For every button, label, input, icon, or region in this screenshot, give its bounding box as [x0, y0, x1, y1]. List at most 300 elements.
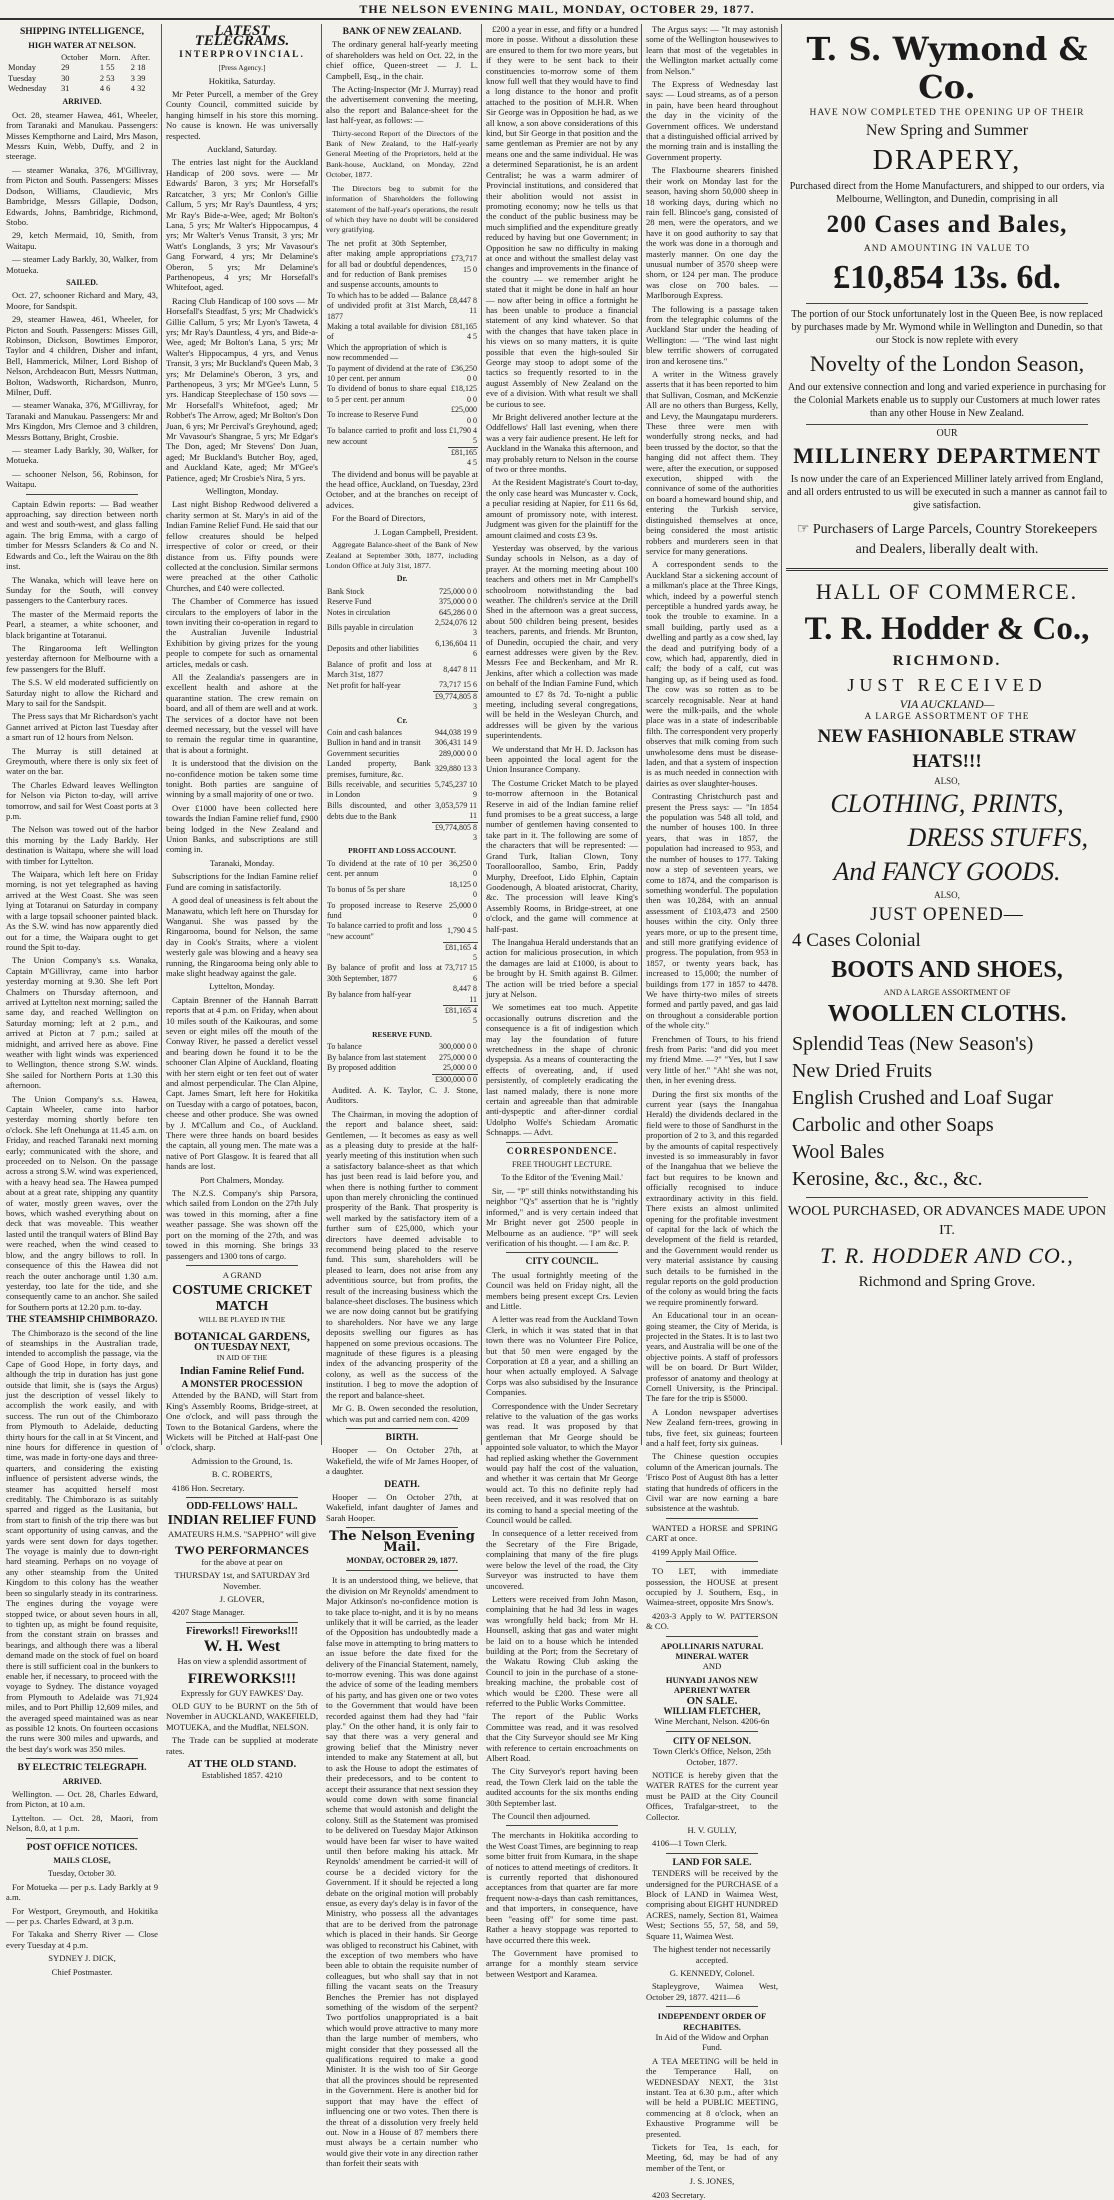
- paragraph: Subscriptions for the Indian Famine relief Fund are coming in satisfactorily.: [166, 871, 318, 892]
- paragraph: At the Resident Magistrate's Court to-day, the only case heard was Muncaster v. Cock, a peculiar residing at Napier, for £11 6s 6d, amount of promissory note, with interest. Judgment was given for the plaintiff for the amount claimed and costs £3 9s.: [486, 477, 638, 540]
- table-row: [326, 322, 478, 343]
- tide-cell: 2 53: [99, 73, 115, 83]
- table-row: [326, 738, 478, 748]
- dateline: Port Chalmers, Monday.: [200, 1174, 284, 1185]
- ad-text: In Aid of the Widow and Orphan Fund.: [655, 2031, 769, 2053]
- ad-text: for the above at pear on: [201, 1556, 283, 1567]
- divider: [666, 1731, 758, 1732]
- divider: [666, 1853, 758, 1854]
- paragraph: For Westport, Greymouth, and Hokitika — per p.s. Charles Edward, at 3 p.m.: [6, 1905, 158, 1927]
- ad-text: AND: [702, 1661, 722, 1672]
- ad-line: ☞ Purchasers of Large Parcels, Country Storekeepers and Dealers, liberally dealt with.: [796, 522, 1098, 558]
- section-heading: LATEST TELEGRAMS.: [194, 23, 290, 50]
- paragraph: Captain Edwin reports: — Bad weather approaching, say direction between north and west and south-west, and glass falling again. The brig Emma, with a cargo of timber for Messrs Sclanders & Co and N. Edwards and Co., left the Wairau on the 8th inst.: [6, 498, 158, 572]
- table-total: £9,774,805 8 3: [433, 691, 478, 712]
- paragraph: The Union Company's s.s. Wanaka, Captain M'Gillivray, came into harbor yesterday morning at 9.30. She left Port Chalmers on Thursday afternoon, and arrived at Lyttelton next morning; sailed the same day, and reached Wellington on Saturday morning; left at 2 p.m., and arrived at Picton at 7 p.m.; sailed at midnight, and arrived here as above. Fine weather with light winds was experienced to Wellington, thence strong S.W. winds. She sailed for Northern Ports at 1.30 this afternoon.: [6, 955, 158, 1091]
- ad-headline: INDEPENDENT ORDER OF RECHABITES.: [657, 2011, 767, 2032]
- signature-title: Chief Postmaster.: [51, 1966, 113, 1977]
- ad-text: Attended by the BAND, will Start from King's Assembly Rooms, Bridge-street, at One o'clock, and will pass through the Town to the Botanical Gardens, where the Wickets will be Pitched at Half-past One o'clock, sharp.: [166, 1390, 318, 1453]
- report-table: [326, 239, 478, 469]
- section-subheading: HIGH WATER AT NELSON.: [28, 40, 136, 51]
- ad-signature-title: 4207 Stage Manager.: [172, 1607, 245, 1618]
- table-total: £81,165 4 5: [445, 942, 477, 963]
- table-cell: 645,286 0 0: [439, 607, 477, 617]
- ad-text: AMATEURS H.M.S. "SAPPHO" will give: [167, 1529, 317, 1540]
- ad-line: VIA AUCKLAND—: [899, 697, 995, 712]
- table-cell: £1,790 4 5: [449, 426, 477, 446]
- ad-text: A GRAND: [222, 1269, 262, 1280]
- paragraph: Mr Peter Purcell, a member of the Grey County Council, committed suicide by hanging himself in his store this morning. No cause is known. He was universally respected.: [166, 89, 318, 141]
- ad-text: Town Clerk's Office, Nelson, 25th October, 1877.: [653, 1746, 771, 1767]
- table-row: [326, 587, 478, 597]
- ad-line: The portion of our Stock unfortunately lost in the Queen Bee, is now replaced by purchases made by Mr. Wymond while in Wellington and Dunedin, so that our Stock is now replete with every: [791, 308, 1103, 346]
- tide-row: [6, 63, 158, 73]
- table-cell: To proposed increase to Reserve fund: [327, 900, 443, 920]
- paragraph: A writer in the Witness gravely asserts that it has been reported to him that Sullivan, Cosman, and McKenzie All are no others than Burgess, Kelly, and Levy, the Maungatapu murderers. These three were men with wonderfully strong necks, and had been trussed by the doctor, so that the hanging did not affect them. They were, after the execution, or supposed execution, shipped with the connivance of some of the authorities on board a homeward bound ship, and entering the Turkish service, distinguished themselves at once, being considered the most artistic robbers and murderers seen in that service for many generations.: [646, 369, 778, 556]
- ad-signature-title: 4106—1 Town Clerk.: [652, 1838, 727, 1849]
- tide-header-cell: Morn.: [99, 52, 121, 62]
- section-subheading: INTERPROVINCIAL.: [179, 49, 305, 60]
- balance-sheet-cr: [326, 728, 478, 843]
- ad-line: ALSO,: [934, 890, 960, 901]
- dateline: Auckland, Saturday.: [207, 144, 277, 155]
- table-cell: By balance from half-year: [327, 989, 412, 999]
- ad-line: And FANCY GOODS.: [833, 857, 1061, 887]
- ad-text: Wine Merchant, Nelson. 4206-6n: [654, 1716, 770, 1727]
- tide-cell: 4 32: [130, 84, 146, 94]
- table-cell: £81,165 4 5: [451, 321, 477, 342]
- table-cell: 2,524,076 12 3: [435, 617, 477, 638]
- ad-signature-title: 4203 Secretary.: [652, 2189, 706, 2200]
- divider: [346, 1428, 458, 1429]
- ad-line: JUST OPENED—: [870, 903, 1024, 925]
- table-cell: By balance from last statement: [327, 1052, 427, 1062]
- column-advertisements: [786, 24, 1108, 1445]
- ad-line: A LARGE ASSORTMENT OF THE: [864, 711, 1030, 722]
- classified-ad-ref: 4203-3 Apply to W. PATTERSON & CO.: [646, 1610, 778, 1632]
- table-cell: Which the appropriation of which is now recommended —: [327, 342, 447, 363]
- paragraph: The master of the Mermaid reports the Pearl, a steamer, a white schooner, and black brigantine at Totaranui.: [6, 608, 158, 640]
- paragraph: Racing Club Handicap of 100 sovs — Mr Horsefall's Steadfast, 5 yrs; Mr Chadwick's Gillie Callum, 5 yrs; Mr Lyon's Taweta, 4 yrs; Mr Ray's Dauntless, 4 yrs, and Bide-a-Wee, aged; Mr Bolton's Lana, 5 yrs; Mr Walter's Hippocampus, 4 yrs, and Venus Transit, 3 yrs; Mr Buckland's Queen Mab, 3 yrs; Mr Delamine's Oberon, 3 yrs, and Parthenopeus, 3 yrs; Mr M'Gee's Lunn, 5 yrs. Handicap Steeplechase of 150 sovs — Mr Horsefall's Whitefoot, aged; Mr Robbet's The Arrow, aged; Mr Bolton's Don Juan, 6 yrs; Mr Percival's Greyhound, aged; Mr Vavasour's Shangrae, 5 yrs; Mr Edgar's The Don, aged; Mr Stevens' Don Juan, aged; Mr Buckland's Butcher Boy, aged, and Auckland Kate, aged; Mr M'Gee's Patience, aged; Mr Crosbie's Nira, 5 yrs.: [166, 295, 318, 483]
- ad-line: HALL OF COMMERCE.: [815, 579, 1079, 605]
- ad-headline: ON SALE.: [686, 1694, 738, 1707]
- section-heading: BIRTH.: [385, 1432, 419, 1443]
- table-label: Cr.: [396, 715, 408, 725]
- ad-line: Purchased direct from the Home Manufacturers, and shipped to our orders, via Melbourne, Wellington, and Dunedin, comprising in all: [789, 181, 1105, 206]
- paragraph: A correspondent sends to the Auckland Star a sickening account of a milkman's place at the Three Kings, which, indeed by a powerful stench perceptible a hundred yards away, he took the trouble to examine. In a small building, partly used as a dwelling and partly as a cow shed, lay the dead and putrifying body of a cow, which had, apparently, died in calf; the body of a calf, cut was hanging up, as if being used as food. The cow was so rotten as to be scarcely recognisable. Near at hand were the milk-pails, and the whole place was in a state of indescribable filth. The correspondent very properly observes that milk coming from such unwholesome dens must be disease-laden, and that a system of inspection is as much needed in connection with dairies as over slaughter-houses.: [646, 559, 778, 788]
- signature: J. Logan Campbell, President.: [374, 526, 478, 537]
- dateline: MONDAY, OCTOBER 29, 1877.: [346, 1555, 458, 1565]
- ad-text: The highest tender not necessarily accepted.: [653, 1944, 771, 1965]
- paragraph: Captain Brenner of the Hannah Barratt reports that at 4 p.m. on Friday, when about 10 miles south of the Kaikouras, and some seven or eight miles off the mouth of the Conway River, he passed a derelict vessel and bearing down he found it to be the schooner Clan Alpine of Auckland, floating with her stern eight or ten feet out of water and almost perpendicular. The Clan Alpine, Capt. James Smart, left here for Hokitika on Tuesday with a cargo of potatoes, bacon, cheese and other produce. She was owned by J. M'Callum and Co., of Auckland. There were three hands on board besides the captain, all young men. The mate was a native of Port Glasgow. It is feared that all hands are lost.: [166, 994, 318, 1172]
- paragraph: During the first six months of the current year (says the Inangahua Herald) the dividends declared in the field were to those of Sandhurst in the proportion of 2 to 3, and this regarded by the amounts of capital respectively invested is so immeasurably in favor of the Inangahua that we believe the fact but requires to be known and officially recognised to induce extraordinary activity in this field. There exists an almost unlimited opening for the profitable investment of capital for the lack of which the development of the field is retarded, and the Government would render us very material assistance by causing such details to be furnished in the regular reports on the gold production of the colony as would bring the facts we require prominently forward.: [646, 1088, 778, 1307]
- paragraph: A good deal of uneasiness is felt about the Manawatu, which left here on Thursday for Wanganui. She was passed by the Ringarooma, bound for Nelson, the same day in Cook's Straits, where a violent westerly gale was blowing and a heavy sea running, the Ringarooma being only able to make slight headway against the gale.: [166, 895, 318, 978]
- table-cell: 25,000 0 0: [443, 1063, 477, 1073]
- paragraph: The Wanaka, which will leave here on Sunday for the South, will convey passengers to the Canterbury races.: [6, 574, 158, 606]
- paragraph: The usual fortnightly meeting of the Council was held on Friday night, all the members being present except Crs. Levien and Little.: [486, 1269, 638, 1311]
- section-heading: POST OFFICE NOTICES.: [26, 1842, 138, 1853]
- paragraph: We sometimes eat too much. Appetite occasionally outruns discretion and the consequence is a fit of indigestion which may lay the foundation of future wretchedness in the shape of chronic dyspepsia. As a means of counteracting the effects of overeating, and, if used persistently, of completely eradicating the last named malady, there is none more certain and agreeable than that admirable anti-dyspeptic and after-dinner cordial Udolpho Wolfe's Schiedam Aromatic Schnapps. — Advt.: [486, 1002, 638, 1138]
- table-cell: By balance of profit and loss at 30th September, 1877: [327, 963, 443, 983]
- ad-line: New Spring and Summer: [865, 122, 1029, 140]
- table-cell: Landed property, Bank premises, furniture, &c.: [327, 759, 431, 779]
- table-row: [326, 859, 478, 880]
- tide-cell: 30: [61, 73, 70, 83]
- table-cell: £18,125 0 0: [451, 384, 477, 404]
- sailed-heading: SAILED.: [66, 277, 98, 287]
- paragraph: Aggregate Balance-sheet of the Bank of New Zealand at September 30th, 1877, including London Office at July 31st, 1877.: [326, 540, 478, 570]
- section-heading: DEATH.: [384, 1479, 420, 1490]
- table-cell: Reserve Fund: [327, 597, 372, 607]
- tide-table: [6, 53, 158, 95]
- table-cell: 944,038 19 9: [435, 728, 477, 737]
- table-cell: To balance carried to profit and loss new account: [327, 426, 447, 446]
- paragraph: The Union Company's s.s. Hawea, Captain Wheeler, came into harbor yesterday morning shortly before ten o'clock. She left Onehunga at 11.45 a.m. on Friday, and reached Taranaki next morning early; communicated with the shore, and proceeded on to Nelson. On the passage across a strong S.W. wind was experienced, with a heavy head sea. The Hawea pumped about at a great rate, shipping any quantity of water, mostly green waves, over the bows, which washed everything about on deck that was moveable. This weather lasted until the tranquil waters of Blind Bay were reached, when the wind ceased to blow, and the angry billows to roll. In consequence of this the Hawea did not reach the outer anchorage until 1.30 a.m. yesterday, too late for the tide, and she consequently came to an anchor. She sailed for Southern ports at 12.20 p.m. to-day.: [6, 1093, 158, 1312]
- table-row: [326, 608, 478, 618]
- ad-line: BOOTS AND SHOES,: [831, 956, 1063, 983]
- table-row: [326, 239, 478, 291]
- divider: [806, 1197, 1088, 1198]
- table-label: PROFIT AND LOSS ACCOUNT.: [348, 846, 456, 856]
- column-bank: [326, 24, 478, 2169]
- table-row: [326, 1053, 478, 1063]
- table-cell: 329,880 13 3: [435, 764, 477, 774]
- table-cell: 300,000 0 0: [439, 1042, 477, 1052]
- ad-headline: BOTANICAL GARDENS,: [174, 1328, 310, 1343]
- divider: [806, 303, 1088, 304]
- table-row: [326, 759, 478, 780]
- ad-line: JUST RECEIVED: [847, 675, 1047, 696]
- section-heading: SHIPPING INTELLIGENCE,: [19, 27, 145, 37]
- table-cell: To balance: [327, 1042, 362, 1052]
- ad-text: Has on view a splendid assortment of: [177, 1656, 307, 1667]
- divider: [26, 1758, 138, 1759]
- ad-line: Wool Bales: [792, 1141, 885, 1164]
- reserve-fund-table: [326, 1042, 478, 1085]
- paragraph: The Ringarooma left Wellington yesterday afternoon for Melbourne with a few passengers for the Bluff.: [6, 642, 158, 674]
- ad-line: ALSO,: [934, 776, 960, 787]
- ad-headline: HUNYADI JANOS NEW APERIENT WATER: [665, 1674, 759, 1696]
- ad-text: A TEA MEETING will be held in the Temperance Hall, on WEDNESDAY NEXT, the 31st instant. Tea at 6.30 p.m., after which will be held a PUBLIC MEETING, commencing at 8 o'clock, when an Exhaustive Programme will be presented.: [646, 2055, 778, 2139]
- newspaper-flag: The Nelson Evening Mail.: [329, 1529, 475, 1555]
- table-total: £81,165 4 5: [448, 447, 478, 468]
- paragraph: — steamer Lady Barkly, 30, Walker, for Motueka.: [6, 445, 158, 466]
- table-cell: To balance carried to profit and loss "new account": [327, 921, 443, 941]
- paragraph: The Directors beg to submit for the information of Shareholders the following statement of the half-year's operations, the result of which they have no doubt will be considered very gratifying.: [326, 183, 478, 235]
- ad-headline: TWO PERFORMANCES: [175, 1542, 309, 1557]
- table-label: Dr.: [396, 574, 408, 584]
- column-rule: [161, 24, 162, 1445]
- table-cell: To payment of dividend at the rate of 10 per cent. per annum: [327, 363, 447, 383]
- paragraph: The Government have promised to arrange for a monthly steam service between Westport and Karamea.: [486, 1947, 638, 1979]
- table-row: [326, 597, 478, 607]
- ad-text: The Trade can be supplied at moderate rates.: [166, 1735, 318, 1756]
- paragraph: The dividend and bonus will be payable at the head office, Auckland, on Tuesday, 23rd October, and at the branches on receipt of advices.: [326, 468, 478, 510]
- paragraph: — steamer Wanaka, 376, M'Gillivray, from Picton and South. Passengers: Misses Dodson, Williams, Claudievic, Mrs Bambridge, Messrs Gillapie, Dodson, Edwards, Johns, Bambridge, Richmond, Stobo.: [6, 164, 158, 227]
- paragraph: Contrasting Christchurch past and present the Press says: — "In 1854 the population was 548 all told, and the number of houses 100. In three years, that was in 1857, the population had increased to 953, and the number of houses to 177. Taking now a step of seventeen years, we come to 1874, and the comparison is something wonderful. The population then was 10,284, with an annual assessment of £103,473 and 2500 houses within the city. Only three years more, or up to the present time, and still more gratifying evidence of progress. The population, from 953 in 1857, or twenty years back, has increased to 15,000; the number of buildings from 177 in 1857 to 4478. We have thirty-two miles of streets formed and partly paved, and gas laid on throughout a considerable portion of the whole city.": [646, 791, 778, 1031]
- ad-text: NOTICE is hereby given that the WATER RATES for the current year must be PAID at the City Council Offices, Trafalgar-street, to the Collector.: [646, 1770, 778, 1822]
- table-row: [326, 984, 478, 1005]
- section-heading: THE STEAMSHIP CHIMBORAZO.: [6, 1315, 158, 1326]
- divider: [506, 1825, 618, 1826]
- ad-line: Splendid Teas (New Season's): [792, 1033, 1034, 1056]
- column-rule: [481, 24, 482, 1445]
- table-cell: Making a total available for division of: [327, 321, 447, 342]
- table-row: [326, 291, 478, 322]
- paragraph: The merchants in Hokitika according to the West Coast Times, are beginning to reap some bitter fruit from Kumara, in the shape of notices to attend meetings of creditors. It is currently reported that dishonoured acceptances from that quarter are far more frequent now-a-days than cash remittances, and that importers, in consequence, have been "easing off" for some time past. Rather a heavy stoppage was reported to have occurred there this week.: [486, 1830, 638, 1945]
- table-cell: Bills payable in circulation: [327, 623, 414, 633]
- table-cell: 275,000 0 0: [439, 1052, 477, 1062]
- ad-line: Kerosine, &c., &c., &c.: [792, 1168, 983, 1191]
- table-cell: Net profit for half-year: [327, 680, 401, 690]
- table-cell: 18,125 0 0: [449, 879, 477, 900]
- paragraph: The City Surveyor's report having been read, the Town Clerk laid on the table the audited accounts for the six months ending 30th September last.: [486, 1766, 638, 1808]
- table-row: [326, 680, 478, 691]
- table-total-row: [326, 1074, 478, 1085]
- ad-headline: CITY OF NELSON.: [672, 1735, 752, 1746]
- classified-ad: WANTED a HORSE and SPRING CART at once.: [646, 1522, 778, 1544]
- table-row: [326, 384, 478, 405]
- table-cell: By proposed addition: [327, 1063, 396, 1073]
- paragraph: For the Board of Directors,: [332, 513, 426, 524]
- paragraph: In consequence of a letter received from the Secretary of the Fire Brigade, complaining that many of the fire plugs were below the level of the road, the City Surveyor was instructed to have them uncovered.: [486, 1528, 638, 1591]
- table-cell: 73,717 15 6: [445, 963, 477, 983]
- paragraph: Wellington. — Oct. 28, Charles Edward, from Picton, at 10 a.m.: [6, 1789, 158, 1810]
- paragraph: We understand that Mr H. D. Jackson has been appointed the local agent for the Union Insurance Company.: [486, 743, 638, 775]
- divider: [506, 1142, 618, 1143]
- divider: [506, 1252, 618, 1253]
- letter-salutation: To the Editor of the 'Evening Mail.': [501, 1172, 623, 1183]
- tide-header-cell: October: [61, 52, 89, 62]
- paragraph: Sir, — "P" still thinks notwithstanding his neighbor "Q's" assertion that he is "rightly informed," and is very certain indeed that Mr Bright never got 2500 people in Melbourne as an audience. "P" will seek verification of his thought. — I am &c. P.: [486, 1185, 638, 1248]
- ad-line: 200 Cases and Bales,: [826, 211, 1068, 239]
- dateline: Wellington, Monday.: [205, 486, 279, 497]
- ad-text: OLD GUY to be BURNT on the 5th of November in AUCKLAND, WAKEFIELD, MOTUEKA, and the Mudflat, NELSON.: [166, 1701, 318, 1732]
- paragraph: The Acting-Inspector (Mr J. Murray) read the advertisement convening the meeting, also the report and Balance-sheet for the last half-year, as follows: —: [326, 84, 478, 126]
- table-cell: To bonus of 5s per share: [327, 884, 406, 894]
- paragraph: The following is a passage taken from the telegraphic columns of the Auckland Star under the heading of Wellington: — "The wind last night blew terrific showers of corrugated iron and kerosene tins.": [646, 303, 778, 366]
- tide-row: [6, 84, 158, 94]
- editorial-paragraph: It is an understood thing, we believe, that the division on Mr Reynolds' amendment to Major Atkinson's no-confidence motion is to take place to-night, and it is by no means unlikely that it will be carried, as the leader of the Opposition has undoubtedly made a false move in attempting to bring matters to an issue before the date fixed for the delivery of the Financial Statement, namely, to-morrow evening. This was done against the advice of some of the leading members of his party, and has given one or two votes to the Government that would have been recorded against them had they had "fair play." On the other hand, it is only fair to say that there was a very general and growing belief that the Ministry never intended to make any Statement at all, but to ask the House to adopt the estimates of their predecessors, and to be content to accept their assurance that next session they would come down with some financial scheme that would astonish and delight the colony. Still as the Statement was promised to be delivered on Tuesday Major Atkinson would have been far wiser to have waited until then before making his attack. Mr Reynolds' amendment be carried-it will of course be a decided victory for the Government. If it should be rejected a long debate on the original motion will probably ensue, as every day's delay is in favor of the Ministry, who possess all the advantages that are to be derived from the patronage which is placed in their hands. Sir George was obliged to reconstruct his Cabinet, with the exception of two members who have been able to obtain the requisite number of colleagues, but who shall say that in not filling the vacant seats on the Treasury Benches the Premier has not displayed something of the wisdom of the serpent? Two portfolios unappropriated is a bait which would prove attractive to many more than the large number of members, who might consider that they possessed all the qualifications required to make a good Minister. It is the wish too of Sir George that all the provinces should be represented in the Government. Here is another bid for support that may have the effect of influencing one or two votes. Then there is the threat of a dissolution very freely held out. Now in a House of 87 members there must always be a certain number who would give their vote in any direction rather than forfeit their seats with: [326, 1575, 478, 2169]
- ad-line: RICHMOND.: [892, 653, 1002, 670]
- table-total: £300,000 0 0: [432, 1074, 478, 1085]
- ad-text: TENDERS will be received by the undersigned for the PURCHASE of a Block of LAND in Waimea West, comprising about EIGHT HUNDRED ACRES, namely, Section 81, Waimea West; Sections 55, 57, 58, and 59, Square 11, Waimea West.: [646, 1868, 778, 1941]
- ad-line: MILLINERY DEPARTMENT: [793, 443, 1101, 469]
- table-row: [326, 364, 478, 385]
- paragraph: The report of the Public Works Committee was read, and it was resolved that the City Surveyor should see Mr King with reference to certain encroachments on Albert Road.: [486, 1711, 638, 1763]
- subheading: Tuesday, October 30.: [47, 1869, 117, 1879]
- press-agency: [Press Agency.]: [218, 63, 266, 73]
- column-rule: [781, 24, 782, 1445]
- ad-headline: Fireworks!! Fireworks!!!: [186, 1625, 298, 1637]
- ad-line: OUR: [936, 427, 958, 439]
- section-heading: BY ELECTRIC TELEGRAPH.: [17, 1763, 147, 1774]
- ad-line: Is now under the care of an Experienced Milliner lately arrived from England, and all orders entrusted to us will be executed in such a manner as cannot fail to give satisfaction.: [787, 474, 1107, 512]
- ad-headline: FIREWORKS!!!: [187, 1670, 297, 1687]
- ad-line: 4 Cases Colonial: [792, 929, 921, 951]
- table-cell: Bullion in hand and in transit: [327, 738, 421, 748]
- ad-text: Established 1857. 4210: [201, 1769, 283, 1780]
- column-news: [486, 24, 639, 1979]
- ad-headline: WILLIAM FLETCHER,: [663, 1705, 761, 1716]
- paragraph: Thirty-second Report of the Directors of the Bank of New Zealand, to the Half-yearly General Meeting of the Proprietors, held at the Bank-house, Auckland, on Monday, 22nd October, 1877.: [326, 128, 478, 180]
- table-cell: 375,000 0 0: [439, 597, 477, 607]
- table-row: [326, 660, 478, 681]
- table-row: [326, 343, 478, 364]
- paragraph: 29, steamer Hawea, 461, Wheeler, for Picton and South. Passengers: Misses Gill, Robinson, Dickson, Bowtimes Emporor, Taylor and 4 children, Disher and infant, Bell, Hammerick, Milner, Lord Bishop of Nelson, Archdeacon Butt, Messrs Nuttman, Bolton, Wadsworth, Richardson, Munro, Milner, Duff.: [6, 314, 158, 397]
- table-cell: Government securities: [327, 748, 400, 758]
- column-rule: [641, 24, 642, 1445]
- ad-headline: ODD-FELLOWS' HALL.: [186, 1501, 298, 1512]
- divider: [186, 1265, 298, 1266]
- table-row: [326, 728, 478, 738]
- tide-header-cell: After.: [130, 52, 151, 62]
- ad-line: Richmond and Spring Grove.: [858, 1274, 1036, 1291]
- tide-cell: 29: [61, 63, 70, 73]
- table-cell: Bills receivable, and securities in London: [327, 780, 431, 800]
- ad-headline: COSTUME CRICKET MATCH: [172, 1283, 312, 1315]
- paragraph: Correspondence with the Under Secretary relative to the valuation of the gas works was read. It was proposed by that gentleman that Mr George should be appointed sole valuator, to which the Mayor had replied asking whether the Government would pay half the cost of the valuation, and whether it was certain that Mr George would act. To this no definite reply had been received, and it was resolved that on its coming to hand a special meeting of the Council would be called.: [486, 1400, 638, 1526]
- paragraph: — schooner Nelson, 56, Robinson, for Waitapu.: [6, 468, 158, 490]
- paragraph: Mr G. B. Owen seconded the resolution, which was put and carried nem con. 4209: [326, 1403, 478, 1424]
- paragraph: An Educational tour in an ocean-going steamer, the City of Merida, is projected in the States. It is to last two years, and Australia will be one of the objective points. A staff of professors will be on board. Dr Burt Wilder, professor of anatomy and theology at Cornell University, is the Principal. The fare for the trip is $5000.: [646, 1310, 778, 1404]
- paragraph: The S.S. W eld moderated sufficiently on Saturday night to allow the Richard and Mary to sail for the Sandspit.: [6, 677, 158, 708]
- classified-ad-ref: 4199 Apply Mail Office.: [652, 1546, 737, 1557]
- tide-cell: 2 18: [130, 63, 146, 73]
- paragraph: The Nelson was towed out of the harbor this morning by the Lady Barkly. Her destination is Waitapu, where she will load with timber for Lyttelton.: [6, 824, 158, 866]
- table-cell: 6,136,604 11 6: [435, 638, 477, 659]
- ad-signature: J. GLOVER,: [219, 1594, 265, 1605]
- paragraph: The Chamber of Commerce has issued circulars to the employers of labor in the town inviting their co-operation in regard to the Australian Juvenile Industrial Exhibition by giving prizes for the young people to compete for such as ornamental articles, medals or cash.: [166, 596, 318, 669]
- divider: [186, 1497, 298, 1498]
- table-cell: 8,447 8 11: [443, 664, 477, 674]
- tide-row: [6, 74, 158, 84]
- paragraph: The Murray is still detained at Greymouth, where there is only six feet of water on the bar.: [6, 745, 158, 777]
- tide-cell: Tuesday: [8, 73, 37, 83]
- arrived-heading: ARRIVED.: [62, 1776, 102, 1786]
- paragraph: The Argus says: — "It may astonish some of the Wellington housewives to learn that most of the vegetables in the Wellington market actually come from Nelson.": [646, 24, 778, 76]
- ad-line: WOOLLEN CLOTHS.: [827, 1001, 1067, 1028]
- table-row: [326, 963, 478, 984]
- section-subheading: FREE THOUGHT LECTURE.: [512, 1160, 612, 1170]
- divider: [346, 1527, 458, 1528]
- ad-signature-title: 4186 Hon. Secretary.: [172, 1482, 245, 1493]
- paragraph: It is understood that the division on the no-confidence motion be taken some time tonight. Both parties are sanguine of winning by a small majority of one or two.: [166, 758, 318, 800]
- tide-cell: 4 6: [99, 84, 111, 94]
- paragraph: Letters were received from John Mason, complaining that he had 3d less in wages was wrongfully held back; from Mr H. Hounsell, asking that gas and water might be laid on to a house which he intended building at the Port; from the Secretary of the Wakatu Rowing Club asking the Council to join in the purchase of a stone-breaking machine, the probable cost of which would be £200. These were all referred to the Public Works Committee.: [486, 1593, 638, 1708]
- paragraph: Over £1000 have been collected here towards the Indian Famine relief fund, £900 being lodged in the New Zealand and Union Banks, and subscriptions are still coming in.: [166, 802, 318, 855]
- ad-headline: APOLLINARIS NATURAL MINERAL WATER: [660, 1640, 764, 1661]
- ad-text: IN AID OF THE: [216, 1353, 268, 1363]
- ad-headline: AT THE OLD STAND.: [187, 1758, 297, 1771]
- section-heading: BANK OF NEW ZEALAND.: [342, 27, 462, 37]
- table-label: RESERVE FUND.: [372, 1029, 432, 1039]
- ad-line: NEW FASHIONABLE STRAW HATS!!!: [817, 726, 1077, 773]
- table-total-row: [326, 942, 478, 963]
- ad-text: Stapleygrove, Waimea West, October 29, 1877. 4211—6: [646, 1981, 778, 2002]
- ad-line: DRESS STUFFS,: [907, 823, 1088, 853]
- profit-loss-table: [326, 859, 478, 1027]
- table-cell: £25,000 0 0: [451, 405, 477, 425]
- dateline: Lyttelton, Monday.: [209, 981, 275, 992]
- table-row: [326, 426, 478, 447]
- table-cell: To dividend of bonus to share equal to 5 per cent. per annum: [327, 384, 447, 404]
- table-row: [326, 639, 478, 660]
- paragraph: The Press says that Mr Richardson's yacht Gannet arrived at Picton last Tuesday after a smart run of 12 hours from Nelson.: [6, 711, 158, 743]
- subheading: MAILS CLOSE,: [53, 1856, 111, 1866]
- divider: [666, 1561, 758, 1562]
- column-rule: [321, 24, 322, 1445]
- divider: [786, 568, 1108, 571]
- paragraph: Hooper — On October 27th, at Wakefield, infant daughter of James and Sarah Hooper.: [326, 1491, 478, 1523]
- table-row: [326, 1042, 478, 1052]
- table-row: [326, 801, 478, 822]
- ad-signature: J. S. JONES,: [689, 2176, 735, 2187]
- column-misc: [646, 24, 778, 2200]
- table-total-row: [326, 822, 478, 843]
- paragraph: The Express of Wednesday last says: — Loud streams, as of a person in pain, have been heard throughout the day in the vicinity of the Government offices. We understand that a distinguished official arrived by the morning train and is installing the Government property.: [646, 79, 778, 162]
- column-shipping: [6, 24, 158, 1977]
- paragraph: The Council then adjourned.: [492, 1811, 591, 1822]
- table-total: £81,165 4 5: [445, 1006, 477, 1026]
- table-cell: 3,053,579 11 11: [435, 800, 477, 821]
- tide-cell: 1 55: [99, 63, 115, 73]
- ad-line: £10,854 13s. 6d.: [833, 258, 1061, 296]
- divider: [26, 1838, 138, 1839]
- paragraph: A London newspaper advertises New Zealand fern-trees, growing in tubs, five feet, six guineas; fourteen and a half feet, forty six guineas.: [646, 1406, 778, 1449]
- balance-sheet-dr: [326, 587, 478, 713]
- divider: [806, 424, 1088, 425]
- paragraph: Last night Bishop Redwood delivered a charity sermon at St. Mary's in aid of the Indian Famine Relief Fund. He said that our fellow creatures should be helped irrespective of color or creed, or their distance from us. Fifty pounds were collected at the conclusion. Similar sermons were preached at the other Catholic Churches, and £40 were collected.: [166, 499, 318, 593]
- paragraph: The Waipara, which left here on Friday morning, is not yet telegraphed as having arrived at the West Coast. She was seen lying at Totaranui on Saturday in company with a large topsail schooner painted black. As the S.W. wind has now apparently died out for a time, the Waipara ought to get round the Spit to-day.: [6, 869, 158, 952]
- table-row: [326, 1063, 478, 1074]
- divider: [186, 1622, 298, 1623]
- paragraph: The ordinary general half-yearly meeting of shareholders was held on Oct. 22, in the chief office, Queen-street — J. L. Campbell, Esq., in the chair.: [326, 39, 478, 81]
- ad-line: New Dried Fruits: [792, 1060, 932, 1083]
- paragraph: Yesterday was observed, by the various Sunday schools in Nelson, as a day of prayer. At the morning meeting about 100 teachers and others met in Mr Campbell's schoolroom notwithstanding the bad weather. The children's service at the Drill Shed in the afternoon was a great success, about 500 children being present, besides teachers, parents, and friends. Mr Brunton, of Dunedin, occupied the chair, and very earnest addresses were given by the Rev. Messrs Fee and Beckenham, and Mr R. Jenkins, after which a collection was made on behalf of the Indian Famine Fund, which amounted to £7 8s 7d. To-night a public meeting, including several congregations, will be held in the Wesleyan Church, and addresses will be given by the various superintendents.: [486, 542, 638, 741]
- paragraph: All the Zealandia's passengers are in excellent health and ashore at the quarantine station. The crew remain on board, and all of them are well and at work. The services of a doctor have not been deemed necessary, but the vessel will have to remain the regular time in quarantine, that is about a fortnight.: [166, 671, 318, 755]
- firm-name-wymond: T. S. Wymond & Co.: [806, 30, 1088, 106]
- table-row: [326, 749, 478, 759]
- paragraph: 29, ketch Mermaid, 10, Smith, from Waitapu.: [6, 230, 158, 251]
- ad-signature: G. KENNEDY, Colonel.: [669, 1967, 755, 1978]
- ad-headline: LAND FOR SALE.: [672, 1857, 752, 1868]
- section-heading: CITY COUNCIL.: [525, 1257, 599, 1268]
- tide-cell: Monday: [8, 63, 36, 73]
- divider: [666, 1518, 758, 1519]
- ad-text: WILL BE PLAYED IN THE: [198, 1315, 286, 1325]
- paragraph: Oct. 27, schooner Richard and Mary, 43, Moore, for Sandspit.: [6, 290, 158, 311]
- table-cell: 25,000 0 0: [449, 900, 477, 920]
- ad-line: T. R. HODDER AND CO.,: [820, 1243, 1074, 1269]
- table-cell: 8,447 8 11: [453, 984, 477, 1004]
- ad-text: THURSDAY 1st, and SATURDAY 3rd November.: [174, 1570, 310, 1591]
- paragraph: For Motueka — per p.s. Lady Barkly at 9 a.m.: [6, 1881, 158, 1903]
- table-cell: Notes in circulation: [327, 607, 391, 617]
- ad-text: Expressly for GUY FAWKES' Day.: [180, 1687, 304, 1698]
- table-cell: 725,000 0 0: [439, 586, 477, 596]
- tide-cell: 3 39: [130, 73, 146, 83]
- tide-cell: 31: [61, 84, 70, 94]
- table-cell: Bank Stock: [327, 586, 365, 596]
- table-total: £9,774,805 8 3: [432, 822, 478, 843]
- auditors: Audited. A. K. Taylor, C. J. Stone, Auditors.: [326, 1084, 478, 1106]
- paragraph: Hooper — On October 27th, at Wakefield, the wife of Mr James Hooper, of a daughter.: [326, 1445, 478, 1477]
- table-cell: 289,000 0 0: [439, 748, 477, 758]
- arrived-heading: ARRIVED.: [62, 97, 102, 107]
- paragraph: Frenchmen of Tours, to his friend fresh from Paris: "and did you meet my friend Mme. —?" "Yes, but I saw very little of her." "Ah! she was not, then, in her evening dress.: [646, 1033, 778, 1086]
- table-cell: To increase to Reserve Fund: [327, 410, 418, 420]
